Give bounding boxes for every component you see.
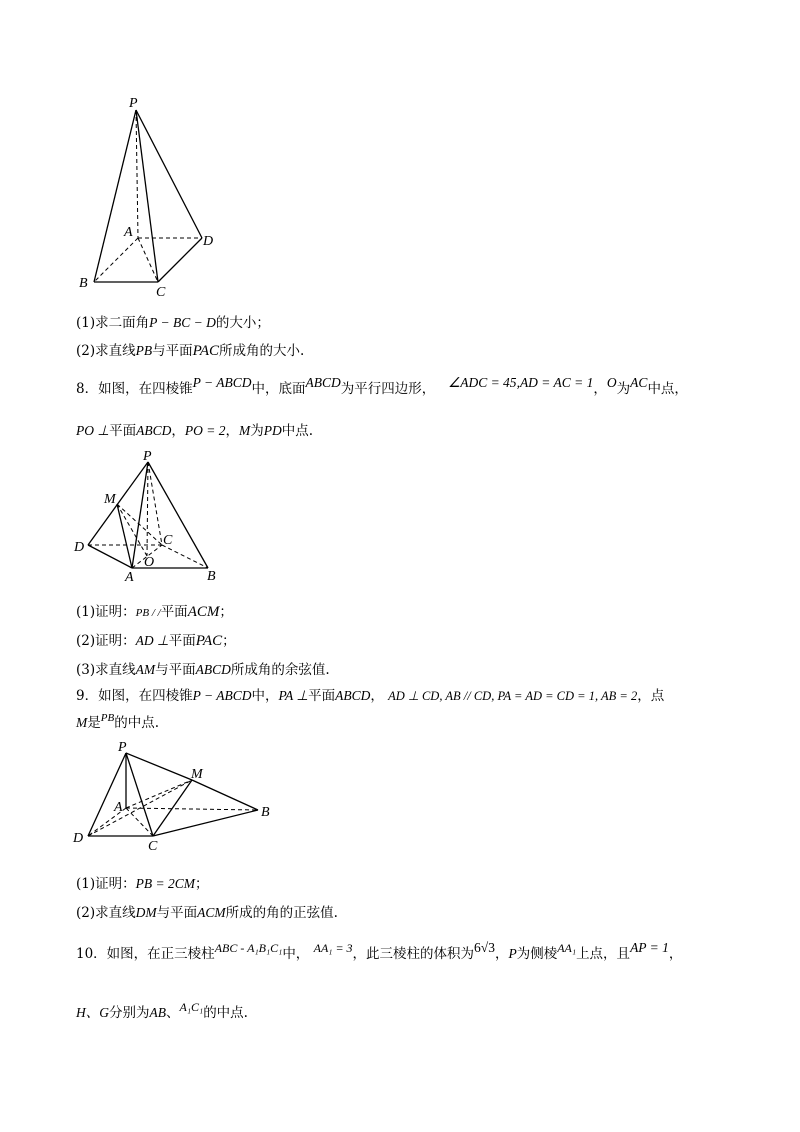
- q7-part2: (2)求直线PB与平面PAC所成角的大小.: [76, 343, 305, 359]
- vertex-label-a: A: [124, 225, 133, 240]
- vertex-label-m: M: [104, 492, 116, 507]
- vertex-label-m: M: [191, 767, 203, 782]
- q9-part1: (1)证明：PB = 2CM；: [76, 876, 209, 892]
- q8-stem-line2: PO ⊥平面ABCD，PO = 2，M为PD中点.: [76, 423, 314, 439]
- vertex-label-b: B: [207, 569, 216, 584]
- figure-q7-pyramid: [70, 90, 230, 300]
- vertex-label-d: D: [73, 831, 84, 846]
- vertex-label-p: P: [143, 449, 152, 464]
- q9-stem-line1: 9．如图，在四棱锥P − ABCD中，PA ⊥平面ABCD， AD ⊥ CD, AB // CD, PA = AD = CD = 1, AB = 2，点: [76, 688, 665, 704]
- vertex-label-o: O: [144, 555, 155, 570]
- q10-stem-line2: H、G分别为AB、A₁C₁的中点.: [76, 1000, 248, 1021]
- q8-part1: (1)证明：PB / /平面ACM；: [76, 604, 233, 620]
- vertex-label-b: B: [261, 805, 270, 820]
- vertex-label-d: D: [74, 540, 85, 555]
- q8-part3: (3)求直线AM与平面ABCD所成角的余弦值.: [76, 662, 330, 678]
- vertex-label-c: C: [156, 285, 166, 300]
- q7-part1: (1)求二面角P − BC − D的大小；: [76, 315, 270, 331]
- vertex-label-p: P: [118, 740, 127, 755]
- q8-stem-line1: 8．如图，在四棱锥P − ABCD中，底面ABCD为平行四边形， ∠ADC = 45,AD = AC = 1，O为AC中点，: [76, 375, 688, 397]
- vertex-label-c: C: [163, 533, 173, 548]
- vertex-label-b: B: [79, 276, 88, 291]
- q9-stem-line2: M是$^{PB}$的中点.: [76, 712, 159, 731]
- figure-q8-pyramid: [70, 448, 230, 588]
- figure-q9-pyramid: [70, 736, 280, 856]
- vertex-label-p: P: [129, 96, 138, 111]
- vertex-label-a: A: [114, 800, 123, 815]
- q10-stem-line1: 10．如图，在正三棱柱ABC - A₁B₁C₁中， AA₁ = 3，此三棱柱的体积为6√3，P为侧棱AA₁上点，且AP = 1，: [76, 940, 683, 962]
- vertex-label-c: C: [148, 839, 158, 854]
- q8-part2: (2)证明：AD ⊥平面PAC；: [76, 633, 236, 649]
- q9-part2: (2)求直线DM与平面ACM所成的角的正弦值.: [76, 905, 338, 921]
- vertex-label-d: D: [203, 234, 214, 249]
- vertex-label-a: A: [125, 570, 134, 585]
